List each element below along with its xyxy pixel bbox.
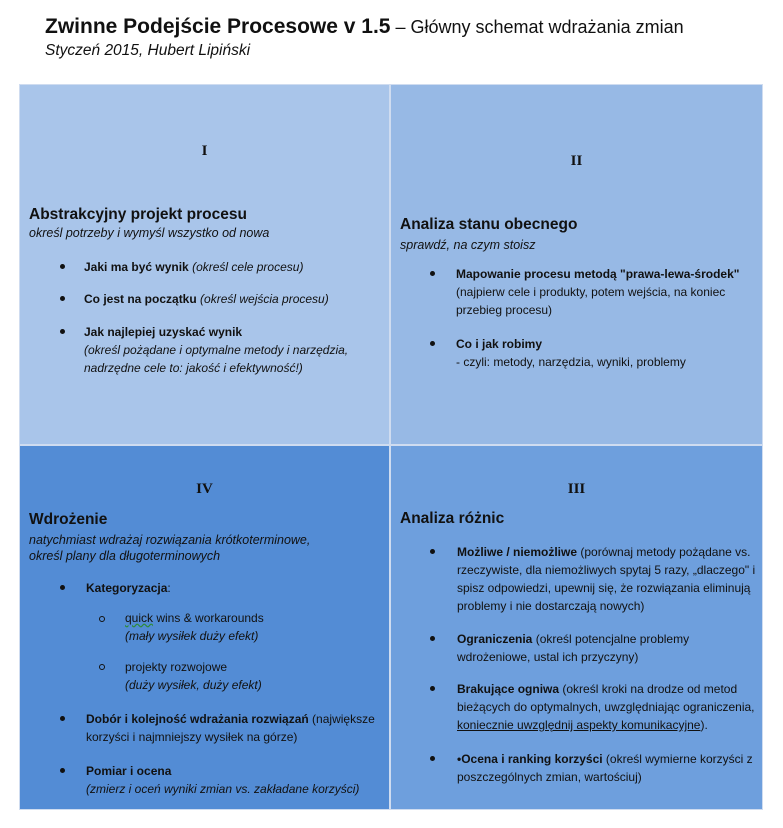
quadrant-3 xyxy=(390,445,763,810)
list-item: •Ocena i ranking korzyści (określ wymierne korzyści z poszczególnych zmian, wartościuj) xyxy=(457,752,753,784)
quadrant-title: Analiza różnic xyxy=(400,510,505,527)
page-subtitle: Styczeń 2015, Hubert Lipiński xyxy=(45,42,251,59)
bullet-icon xyxy=(60,296,65,301)
list-item: Jaki ma być wynik (określ cele procesu) xyxy=(84,260,304,274)
quadrant-numeral: I xyxy=(201,143,208,159)
sub-list-item: quick wins & workarounds (mały wysiłek duży efekt) xyxy=(125,611,264,643)
bullet-icon xyxy=(60,264,65,269)
quadrant-subtitle: sprawdź, na czym stoisz xyxy=(400,238,536,252)
title-main: Zwinne Podejście Procesowe v 1.5 xyxy=(45,15,391,38)
circle-bullet-icon xyxy=(99,616,105,622)
bullet-icon xyxy=(60,768,65,773)
bullet-icon xyxy=(60,585,65,590)
sub-list-item: projekty rozwojowe (duży wysiłek, duży efekt) xyxy=(125,660,262,692)
quadrant-subtitle: określ potrzeby i wymyśl wszystko od nowa xyxy=(29,226,270,240)
quadrant-2 xyxy=(390,84,763,445)
quadrant-title: Abstrakcyjny projekt procesu xyxy=(29,206,247,223)
list-item: Mapowanie procesu metodą "prawa-lewa-środek" (najpierw cele i produkty, potem wejścia, na koniec przebieg procesu) xyxy=(456,267,740,317)
list-item: Jak najlepiej uzyskać wynik (określ pożądane i optymalne metody i narzędzia, nadrzędne cele to: jakość i efektywność!) xyxy=(84,325,349,375)
list-item: Dobór i kolejność wdrażania rozwiązań (największe korzyści i najmniejszy wysiłek na górze) xyxy=(86,712,375,744)
list-item: Brakujące ogniwa (określ kroki na drodze od metod bieżących do optymalnych, uwzględniając ograniczenia, koniecznie uwzględnij aspekty komunikacyjne). xyxy=(457,682,755,732)
bullet-icon xyxy=(430,271,435,276)
header xyxy=(45,14,775,60)
list-item: Co jest na początku (określ wejścia procesu) xyxy=(84,292,329,306)
quadrant-1 xyxy=(19,84,390,445)
title-rest: – Główny schemat wdrażania zmian xyxy=(390,17,684,37)
bullet-icon xyxy=(430,686,435,691)
quadrant-title: Analiza stanu obecnego xyxy=(400,216,578,233)
quadrant-numeral: IV xyxy=(196,481,213,497)
page-title xyxy=(45,14,775,40)
quadrant-numeral: II xyxy=(570,153,583,169)
bullet-icon xyxy=(60,329,65,334)
bullet-icon xyxy=(430,636,435,641)
quadrant-subtitle: natychmiast wdrażaj rozwiązania krótkoterminowe, określ plany dla długoterminowych xyxy=(29,533,311,563)
bullet-icon xyxy=(430,756,435,761)
quadrant-title: Wdrożenie xyxy=(29,511,108,528)
list-item: Co i jak robimy - czyli: metody, narzędzia, wyniki, problemy xyxy=(456,337,686,369)
list-item: Możliwe / niemożliwe (porównaj metody pożądane vs. rzeczywiste, dla niemożliwych spytaj 5 razy, „dlaczego" i spisz odpowiedzi, upewnij się, że rozwiązania eliminują problemy i nie dostarczają nowych) xyxy=(457,545,756,613)
circle-bullet-icon xyxy=(99,664,105,670)
list-item: Pomiar i ocena (zmierz i oceń wyniki zmian vs. zakładane korzyści) xyxy=(86,764,360,796)
quadrant-numeral: III xyxy=(567,481,586,497)
bullet-icon xyxy=(430,341,435,346)
quadrant-4 xyxy=(19,445,390,810)
bullet-icon xyxy=(430,549,435,554)
list-item: Ograniczenia (określ potencjalne problemy wdrożeniowe, ustal ich przyczyny) xyxy=(457,632,690,664)
bullet-icon xyxy=(60,716,65,721)
list-item: Kategoryzacja: xyxy=(86,581,171,595)
